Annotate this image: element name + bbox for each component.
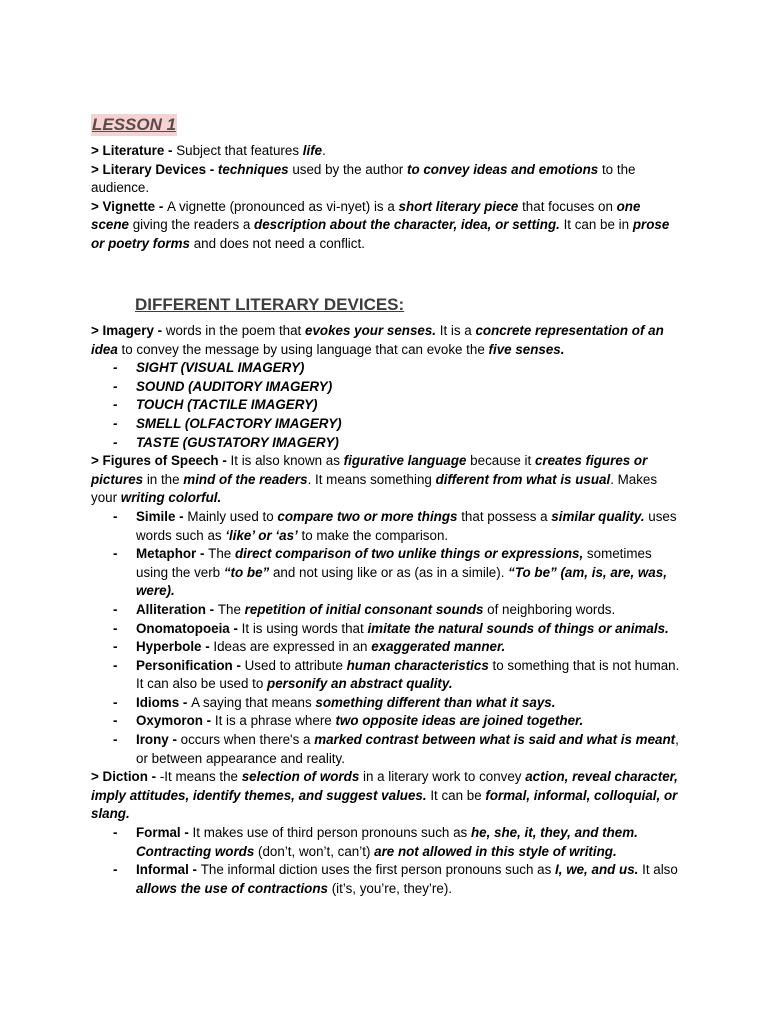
literary-devices-definition: > Literary Devices - techniques used by the author to convey ideas and emotions to the audience.	[91, 161, 636, 196]
list-item: - TASTE (GUSTATORY IMAGERY)	[91, 434, 681, 453]
list-item: - SIGHT (VISUAL IMAGERY)	[91, 359, 681, 378]
lesson-title: LESSON 1	[92, 115, 177, 134]
list-item: - SOUND (AUDITORY IMAGERY)	[91, 378, 681, 397]
list-item: - TOUCH (TACTILE IMAGERY)	[91, 396, 681, 415]
list-item: - SMELL (OLFACTORY IMAGERY)	[91, 415, 681, 434]
formal-item: - Formal - It makes use of third person pronouns such as he, she, it, they, and them. Contracting words (don’t, won’t, can’t) are not allowed in this style of writing.	[91, 824, 681, 861]
irony-item: - Irony - occurs when there's a marked contrast between what is said and what is meant, or between appearance and reality.	[91, 731, 681, 768]
imagery-senses-list	[91, 359, 681, 452]
diction-definition: > Diction - -It means the selection of words in a literary work to convey action, reveal character, imply attitudes, identify themes, and suggest values. It can be formal, informal, colloquial, or slang.	[91, 769, 678, 822]
informal-item: - Informal - The informal diction uses the first person pronouns such as I, we, and us. It also allows the use of contractions (it’s, you’re, they’re).	[91, 861, 681, 898]
metaphor-item: - Metaphor - The direct comparison of two unlike things or expressions, sometimes using the verb “to be” and not using like or as (as in a simile). “To be” (am, is, are, was, were).	[91, 545, 681, 601]
imagery-definition: > Imagery - words in the poem that evokes your senses. It is a concrete representation of an idea to convey the message by using language that can evoke the five senses.	[91, 323, 664, 357]
intro-definitions	[91, 142, 681, 254]
figures-of-speech-list	[91, 508, 681, 768]
section-title: DIFFERENT LITERARY DEVICES:	[135, 295, 405, 314]
literature-definition: > Literature - Subject that features life.	[91, 143, 326, 158]
hyperbole-item: - Hyperbole - Ideas are expressed in an exaggerated manner.	[91, 638, 681, 657]
diction-list	[91, 824, 681, 898]
literary-devices-body	[91, 322, 681, 898]
oxymoron-item: - Oxymoron - It is a phrase where two opposite ideas are joined together.	[91, 712, 681, 731]
vignette-definition: > Vignette - A vignette (pronounced as vi-nyet) is a short literary piece that focuses on one scene giving the readers a description about the character, idea, or setting. It can be in prose or poetry forms and does not need a conflict.	[91, 198, 670, 251]
simile-item: - Simile - Mainly used to compare two or more things that possess a similar quality. uses words such as ‘like’ or ‘as’ to make the comparison.	[91, 508, 681, 545]
onomatopoeia-item: - Onomatopoeia - It is using words that imitate the natural sounds of things or animals.	[91, 620, 681, 639]
figures-of-speech-definition: > Figures of Speech - It is also known as figurative language because it creates figures or pictures in the mind of the readers. It means something different from what is usual. Makes your writing colorful.	[91, 453, 658, 506]
alliteration-item: - Alliteration - The repetition of initial consonant sounds of neighboring words.	[91, 601, 681, 620]
personification-item: - Personification - Used to attribute human characteristics to something that is not human. It can also be used to personify an abstract quality.	[91, 657, 681, 694]
idioms-item: - Idioms - A saying that means something different than what it says.	[91, 694, 681, 713]
